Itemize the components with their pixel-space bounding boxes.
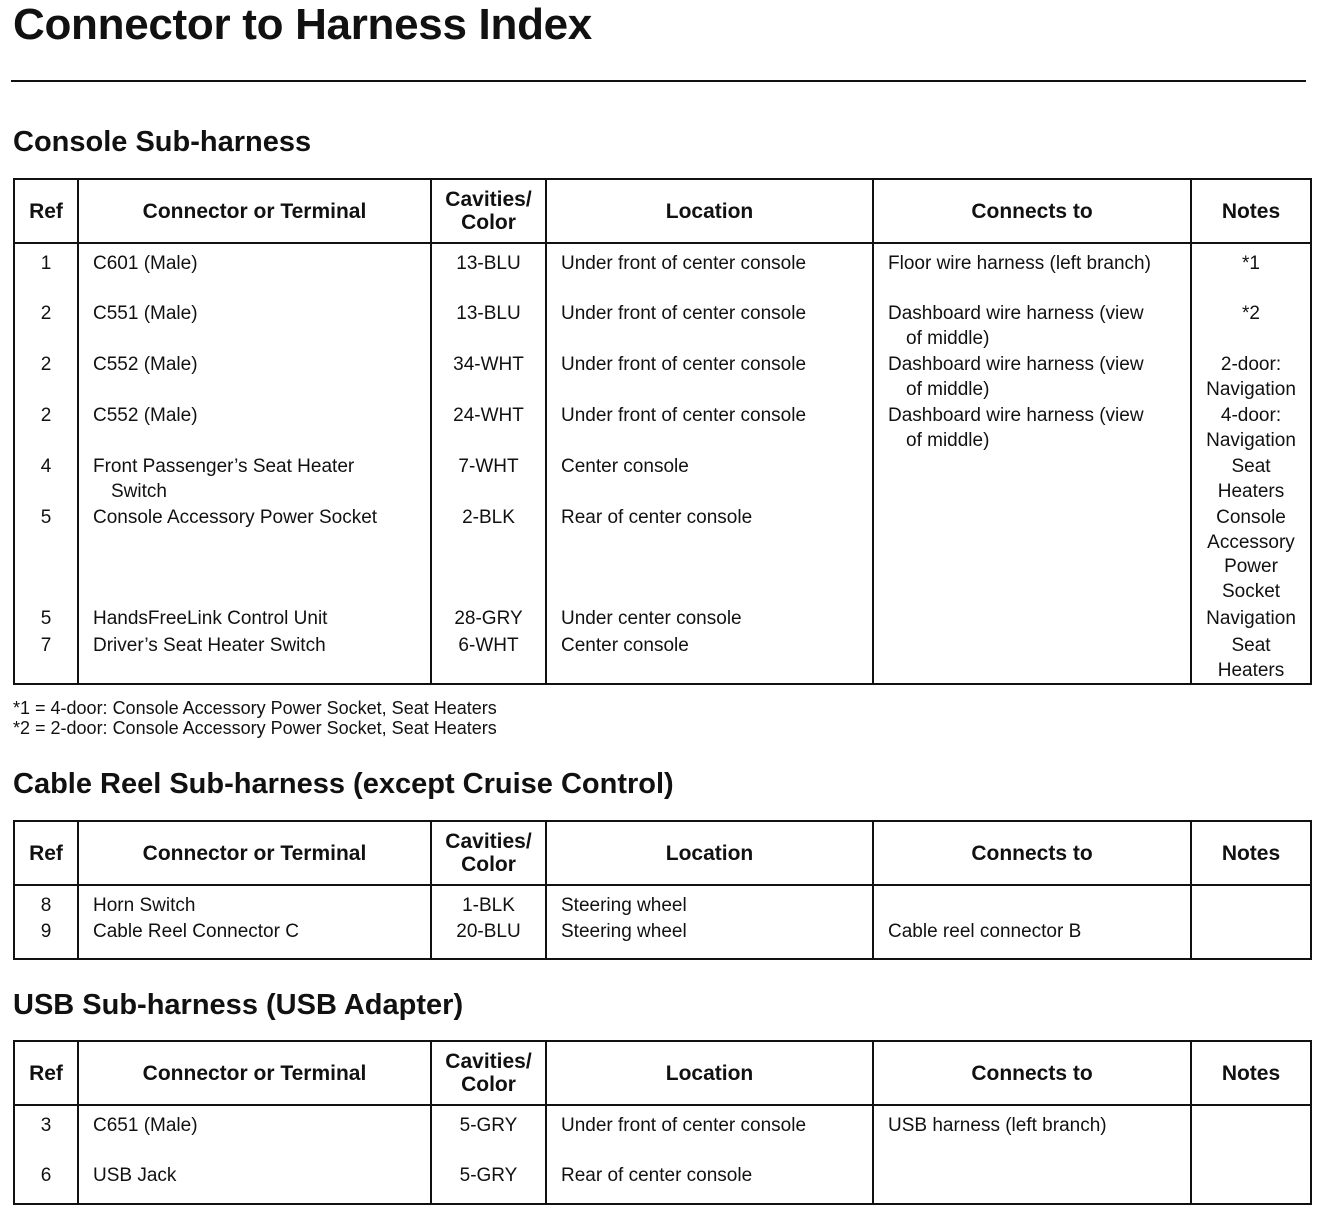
ref-text: 2: [40, 405, 52, 426]
column-header-cavities-color: Cavities/ Color: [431, 821, 546, 885]
ref-text: 3: [40, 1115, 52, 1136]
connector-text: HandsFreeLink Control Unit: [93, 608, 328, 629]
cell-notes: [1191, 404, 1311, 455]
column-header-connector: Connector or Terminal: [78, 179, 431, 243]
cell-cavities-color: [431, 1105, 546, 1164]
notes-text: Console Accessory Power Socket: [1207, 507, 1295, 602]
page-title: Connector to Harness Index: [13, 0, 592, 49]
cell-notes: [1191, 634, 1311, 684]
cell-notes: [1191, 506, 1311, 607]
cell-connects-to: [873, 404, 1191, 455]
cell-ref: [14, 506, 78, 607]
cell-cavities-color: [431, 353, 546, 404]
column-header-ref: Ref: [14, 1041, 78, 1105]
location-text: Rear of center console: [561, 1165, 753, 1186]
column-header-connector: Connector or Terminal: [78, 821, 431, 885]
location-text: Under front of center console: [561, 354, 807, 375]
ref-text: 7: [40, 635, 52, 656]
ref-text: 8: [40, 895, 52, 916]
cell-connects-to: [873, 243, 1191, 302]
location-text: Steering wheel: [561, 921, 687, 942]
ref-text: 2: [40, 303, 52, 324]
column-header-notes: Notes: [1191, 1041, 1311, 1105]
connects-to-text: USB harness (left branch): [888, 1115, 1107, 1136]
connector-text: Console Accessory Power Socket: [93, 507, 378, 528]
cell-notes: [1191, 885, 1311, 920]
location-text: Under front of center console: [561, 303, 807, 324]
cell-notes: [1191, 607, 1311, 634]
ref-text: 9: [40, 921, 52, 942]
table-row: [14, 455, 1311, 506]
cavities-color-text: 5-GRY: [459, 1165, 518, 1186]
connector-text: C601 (Male): [93, 253, 198, 274]
connects-to-text: Dashboard wire harness (view of middle): [888, 303, 1144, 349]
cell-cavities-color: [431, 506, 546, 607]
cavities-color-text: 2-BLK: [462, 507, 515, 528]
connects-to-text: Floor wire harness (left branch): [888, 253, 1151, 274]
harness-table: [13, 1040, 1312, 1205]
cell-location: [546, 1105, 873, 1164]
cavities-color-text: 13-BLU: [456, 303, 521, 324]
cell-ref: [14, 607, 78, 634]
section-heading: Console Sub-harness: [13, 126, 312, 158]
cell-cavities-color: [431, 404, 546, 455]
cavities-color-text: 13-BLU: [456, 253, 521, 274]
connector-text: Cable Reel Connector C: [93, 921, 299, 942]
ref-text: 1: [40, 253, 52, 274]
column-header-location: Location: [546, 179, 873, 243]
notes-text: 4-door: Navigation: [1206, 405, 1296, 451]
cell-location: [546, 302, 873, 353]
notes-text: *1: [1242, 253, 1260, 274]
table-row: [14, 1164, 1311, 1204]
cell-connector: [78, 885, 431, 920]
cell-cavities-color: [431, 634, 546, 684]
connects-to-text: Dashboard wire harness (view of middle): [888, 354, 1144, 400]
cavities-color-text: 7-WHT: [458, 456, 519, 477]
cavities-color-text: 34-WHT: [453, 354, 524, 375]
cell-connects-to: [873, 302, 1191, 353]
section-heading: USB Sub-harness (USB Adapter): [13, 989, 464, 1021]
cell-connects-to: [873, 455, 1191, 506]
ref-text: 5: [40, 507, 52, 528]
cell-location: [546, 404, 873, 455]
cell-location: [546, 243, 873, 302]
location-text: Under front of center console: [561, 405, 807, 426]
cell-connects-to: [873, 885, 1191, 920]
location-text: Center console: [561, 635, 689, 656]
location-text: Under center console: [561, 608, 742, 629]
notes-text: Seat Heaters: [1217, 456, 1285, 502]
connector-text: C651 (Male): [93, 1115, 198, 1136]
cavities-color-text: 24-WHT: [453, 405, 524, 426]
cell-location: [546, 455, 873, 506]
harness-table: [13, 178, 1312, 685]
harness-table: [13, 820, 1312, 960]
cell-connects-to: [873, 353, 1191, 404]
column-header-ref: Ref: [14, 821, 78, 885]
cavities-color-text: 1-BLK: [462, 895, 515, 916]
connector-text: Horn Switch: [93, 895, 196, 916]
cell-connects-to: [873, 1105, 1191, 1164]
table-row: [14, 885, 1311, 920]
cavities-color-text: 20-BLU: [456, 921, 521, 942]
cell-notes: [1191, 920, 1311, 959]
cell-location: [546, 885, 873, 920]
notes-text: Navigation: [1206, 608, 1296, 629]
cell-ref: [14, 243, 78, 302]
location-text: Steering wheel: [561, 895, 687, 916]
notes-text: Seat Heaters: [1217, 635, 1285, 681]
connects-to-text: Dashboard wire harness (view of middle): [888, 405, 1144, 451]
cell-connector: [78, 634, 431, 684]
table-row: [14, 607, 1311, 634]
cell-cavities-color: [431, 920, 546, 959]
connector-text: Front Passenger’s Seat Heater Switch: [93, 456, 355, 502]
location-text: Under front of center console: [561, 1115, 807, 1136]
cell-notes: [1191, 455, 1311, 506]
cell-ref: [14, 920, 78, 959]
title-divider: [11, 80, 1306, 82]
cell-connector: [78, 243, 431, 302]
cell-location: [546, 634, 873, 684]
cell-notes: [1191, 243, 1311, 302]
cell-location: [546, 607, 873, 634]
location-text: Rear of center console: [561, 507, 753, 528]
column-header-location: Location: [546, 1041, 873, 1105]
cell-cavities-color: [431, 302, 546, 353]
ref-text: 2: [40, 354, 52, 375]
connector-text: USB Jack: [93, 1165, 177, 1186]
table-row: [14, 243, 1311, 302]
cell-ref: [14, 302, 78, 353]
footnote: *2 = 2-door: Console Accessory Power Socket, Seat Heaters: [13, 718, 497, 738]
cell-ref: [14, 1105, 78, 1164]
connector-text: C552 (Male): [93, 405, 198, 426]
notes-text: *2: [1242, 303, 1260, 324]
cell-notes: [1191, 1164, 1311, 1204]
column-header-connects-to: Connects to: [873, 821, 1191, 885]
cavities-color-text: 5-GRY: [459, 1115, 518, 1136]
notes-text: 2-door: Navigation: [1206, 354, 1296, 400]
cell-cavities-color: [431, 455, 546, 506]
cell-notes: [1191, 1105, 1311, 1164]
ref-text: 6: [40, 1165, 52, 1186]
cell-connector: [78, 404, 431, 455]
cell-connector: [78, 455, 431, 506]
ref-text: 4: [40, 456, 52, 477]
cell-ref: [14, 885, 78, 920]
connects-to-text: Cable reel connector B: [888, 921, 1082, 942]
table-row: [14, 353, 1311, 404]
table-row: [14, 404, 1311, 455]
column-header-connector: Connector or Terminal: [78, 1041, 431, 1105]
cell-connects-to: [873, 1164, 1191, 1204]
table-row: [14, 302, 1311, 353]
cell-notes: [1191, 302, 1311, 353]
cell-cavities-color: [431, 885, 546, 920]
cell-connects-to: [873, 506, 1191, 607]
cell-ref: [14, 455, 78, 506]
column-header-connects-to: Connects to: [873, 1041, 1191, 1105]
cell-connector: [78, 302, 431, 353]
cell-connects-to: [873, 607, 1191, 634]
cell-connector: [78, 506, 431, 607]
location-text: Under front of center console: [561, 253, 807, 274]
footnote: *1 = 4-door: Console Accessory Power Socket, Seat Heaters: [13, 698, 497, 718]
table-row: [14, 634, 1311, 684]
column-header-location: Location: [546, 821, 873, 885]
table-row: [14, 506, 1311, 607]
cell-connects-to: [873, 634, 1191, 684]
cell-connector: [78, 353, 431, 404]
ref-text: 5: [40, 608, 52, 629]
location-text: Center console: [561, 456, 689, 477]
connector-text: C552 (Male): [93, 354, 198, 375]
column-header-notes: Notes: [1191, 821, 1311, 885]
connector-text: Driver’s Seat Heater Switch: [93, 635, 326, 656]
cell-ref: [14, 404, 78, 455]
cell-location: [546, 1164, 873, 1204]
column-header-cavities-color: Cavities/ Color: [431, 179, 546, 243]
table-row: [14, 920, 1311, 959]
column-header-cavities-color: Cavities/ Color: [431, 1041, 546, 1105]
cell-cavities-color: [431, 1164, 546, 1204]
cavities-color-text: 28-GRY: [454, 608, 523, 629]
column-header-ref: Ref: [14, 179, 78, 243]
cell-connector: [78, 607, 431, 634]
cell-ref: [14, 634, 78, 684]
column-header-connects-to: Connects to: [873, 179, 1191, 243]
section-heading: Cable Reel Sub-harness (except Cruise Control): [13, 768, 674, 800]
cell-connector: [78, 1105, 431, 1164]
cell-cavities-color: [431, 607, 546, 634]
cell-location: [546, 920, 873, 959]
cell-connector: [78, 1164, 431, 1204]
cavities-color-text: 6-WHT: [458, 635, 519, 656]
column-header-notes: Notes: [1191, 179, 1311, 243]
connector-text: C551 (Male): [93, 303, 198, 324]
cell-location: [546, 506, 873, 607]
cell-cavities-color: [431, 243, 546, 302]
cell-location: [546, 353, 873, 404]
cell-ref: [14, 1164, 78, 1204]
cell-notes: [1191, 353, 1311, 404]
cell-connects-to: [873, 920, 1191, 959]
cell-connector: [78, 920, 431, 959]
cell-ref: [14, 353, 78, 404]
table-row: [14, 1105, 1311, 1164]
